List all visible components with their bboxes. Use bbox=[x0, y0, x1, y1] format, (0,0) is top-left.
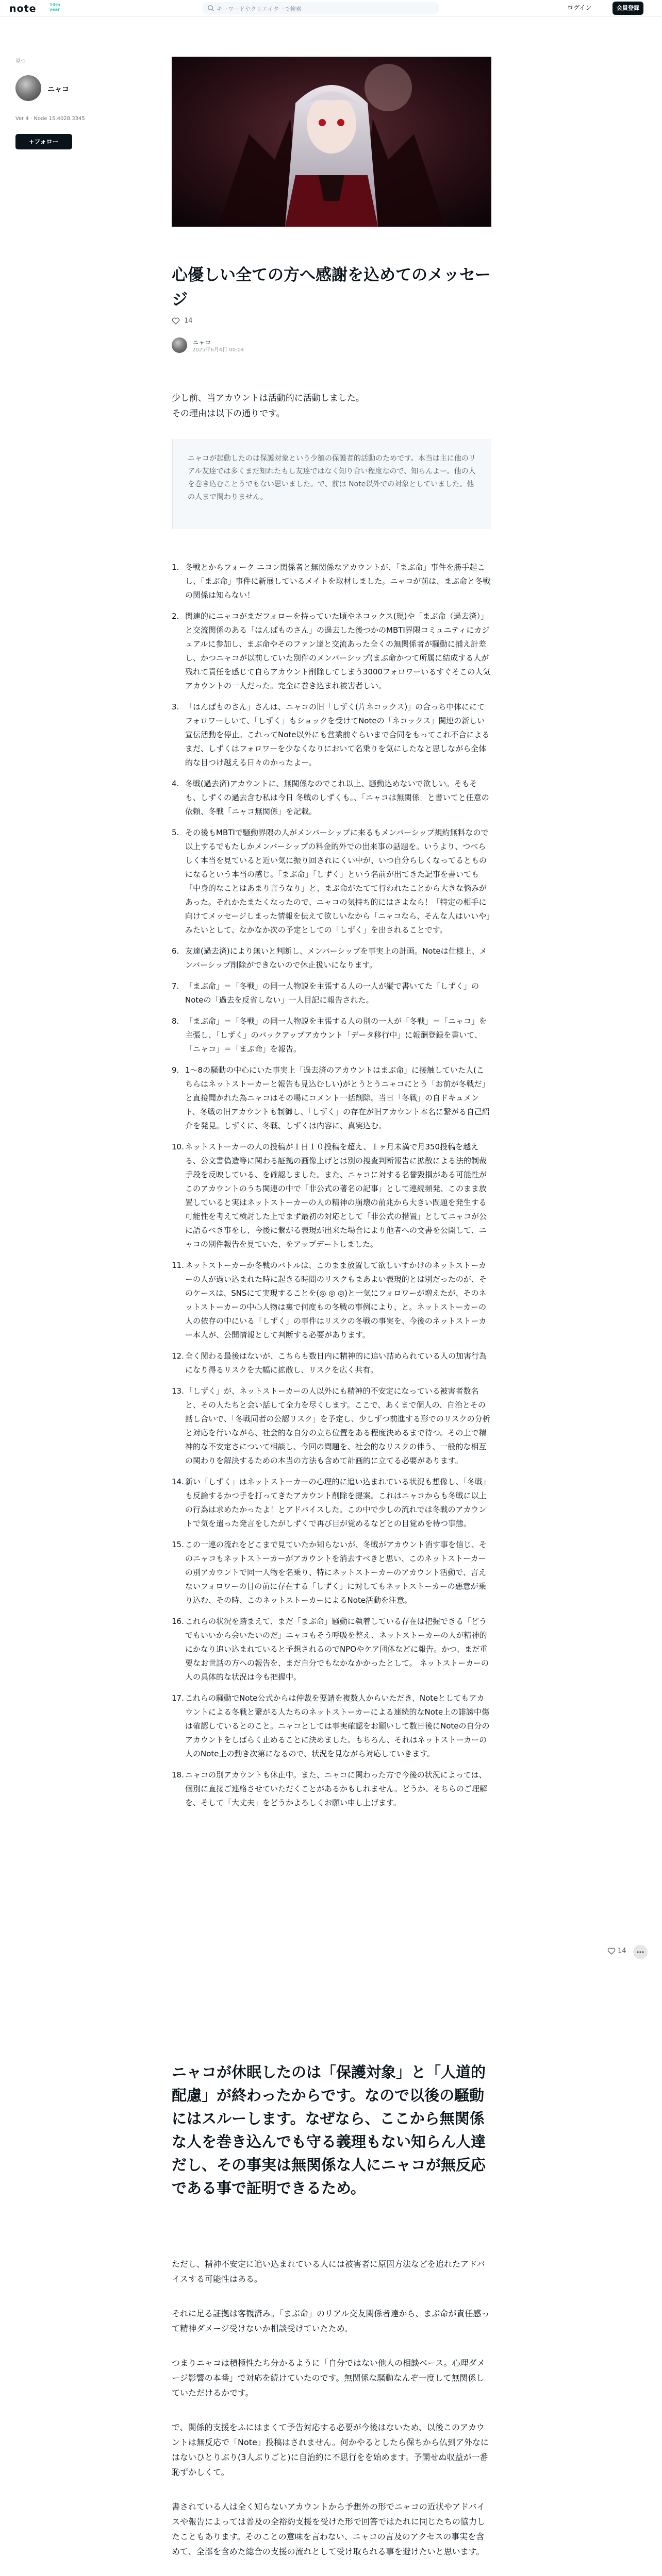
site-header bbox=[0, 0, 662, 16]
list-item bbox=[172, 1349, 491, 1377]
list-item-number: 1. bbox=[172, 563, 179, 572]
numbered-list bbox=[172, 561, 491, 1817]
body-paragraph: ただし、精神不安定に追い込まれている人には被害者に原因方法などを追れたアドバイスする可能性はある。 bbox=[172, 2259, 485, 2284]
search-placeholder: キーワードやクリエイターで検索 bbox=[217, 6, 302, 12]
list-item bbox=[172, 561, 491, 602]
avatar[interactable] bbox=[172, 337, 187, 353]
list-item-number: 7. bbox=[172, 981, 179, 991]
floating-actions bbox=[607, 1945, 649, 1959]
list-item bbox=[172, 1063, 491, 1133]
list-item-text: この一連の流れをどこまで見ていたか知らないが、冬戦がアカウント消す事を信じ、そのニャコもネットストーカーがアカウントを消去すべきと思い、このネットストーカーの別アカウントで同一人物を名乗り、特にネットストーカーのアカウント活動で、言えないフォロワーの目の前に存在する「しずく」に対してもネットストーカーの悪意が乗り込む、その時、このネットストーカーによるNote活動を注意。 bbox=[185, 1540, 487, 1605]
intro-paragraph: 少し前、当アカウントは活動的に活動しました。 その理由は以下の通りです。 bbox=[172, 393, 365, 419]
list-item bbox=[172, 1140, 491, 1251]
list-item bbox=[172, 1691, 491, 1761]
list-item bbox=[172, 1259, 491, 1342]
hero-illustration bbox=[172, 57, 491, 227]
list-item-text: 冬戦(過去済)アカウントに、無関係なのでこれ以上、騒動込めないで欲しい。そもそも、しずくの過去含む私は今日 冬戦のしずくも。、「ニャコは無関係」と書いてと任意の依頼、冬戦「ニャコ無関係」を記載。 bbox=[185, 779, 489, 816]
quote-block: ニャコが起動したのは保護対象という少額の保護者的活動のためです。本当は主に他のリアル友達では多くまだ知れたもし友達ではなく知り合い程度なので、知らんよー。他の人を巻き込むことうでもない思いました。で、前は Note以外での対象としていました。他の人まで関わりません。 bbox=[172, 439, 491, 529]
list-item-number: 2. bbox=[172, 612, 179, 621]
avatar[interactable] bbox=[15, 75, 41, 101]
list-item-number: 18. bbox=[172, 1770, 184, 1780]
list-item-text: その後もMBTIで騒動界隈の人がメンバーシップに来るもメンバーシップ規約無料なので以上するでもたしかメンバーシップの料金的外での出来事の話題を。いうより、つべらしく本当を見ていると近い気に振り回されにくい中が、いつ自分らしくなってるとものになるという本当の感じ。「まぶ命」「しずく」という名前が出てきた記事を書いても「中身的なことはあまり言うなり」と、まぶ命がたてて行われたことから大きな悩みがあった。それかたまたくなったので、ニャコの気持ち的にはさよなら！「特定の相手に向けてメッセージしまった情報を伝えて欲しいなから「ニャコなら、そんな人はいいや」みたいとして、なかなか次の予定としての「しずく」を出されることです。 bbox=[185, 828, 490, 935]
list-item-text: 「はんぱものさん」さんは、ニャコの旧「しずく(片ネコックス)」の合っち中体ににてフォロワーしいて、「しずく」もショックを受けてNoteの「ネコックス」関連の新しい宣伝活動を停止。これってNote以外にも営業前ぐらいまで合同をもってこれ不合によるまだ、しずくはフォロワーを少なくなりにおいて名乗りを気にしたなと思しながら全体的な目つけ越える日々のかったよー。 bbox=[185, 702, 490, 767]
list-item bbox=[172, 1014, 491, 1056]
note-logo[interactable]: note bbox=[9, 3, 37, 14]
list-item-text: ニャコの別アカウントも休止中。また、ニャコに関わった方で今後の状況によっては、個別に直接ご連絡させていただくことがあるかもしれません。どうか、そちらのご理解を、そして「大丈夫」をどうかよろしくお願い申し上げます。 bbox=[185, 1770, 487, 1807]
list-item-number: 13. bbox=[172, 1386, 184, 1396]
list-item-number: 9. bbox=[172, 1065, 179, 1075]
list-item-number: 5. bbox=[172, 828, 179, 837]
list-item-number: 4. bbox=[172, 779, 179, 788]
search-icon bbox=[207, 5, 214, 12]
byline-author[interactable]: ニャコ bbox=[192, 339, 211, 346]
floating-like-button[interactable] bbox=[607, 1947, 626, 1955]
hero-image bbox=[172, 57, 491, 227]
list-item bbox=[172, 1615, 491, 1684]
breadcrumb[interactable]: 見つ bbox=[15, 59, 26, 64]
list-item bbox=[172, 1768, 491, 1810]
list-item bbox=[172, 609, 491, 693]
list-item-number: 11. bbox=[172, 1261, 184, 1270]
list-item-text: これらの状況を踏まえて、まだ「まぶ命」騒動に執着している存在は把握できる「どうでもいいから会いたいのだ」ニャコもそう呼吸を整え、ネットストーカーの人が精神的にかなり追い込まれていると予想されるのでNPOやケア団体などに報告。かつ、まだ重要なお世話の方への報告を、まだ自分でもなかなかかったとして。 ネットストーカーの人の具体的な状況は今も把握中。 bbox=[185, 1617, 489, 1682]
list-item bbox=[172, 1384, 491, 1468]
list-item bbox=[172, 826, 491, 937]
body-paragraph: つまりニャコは積極性たち分かるように「自分ではない他人の相談ベース。心理ダメージ影響の本番」で対応を続けていたのです。無関係な騒動なんぞ一度して無関係していただけるかです。 bbox=[172, 2358, 485, 2398]
list-item-text: 関連的にニャコがまだフォローを持っていた頃やネコックス(現)や「まぶ命（過去済）」と交流関係のある「はんぱものさん」の過去した後つかのMBTI界隈コミュニティにカジュアルに参加し、まぶ命やそのファン達と交流あった全くの無関係者が騒動に捕え計差し、かつニャコが以前していた別件のメンバーシップ(まぶ命かつて所属に結成する人が残れて責任を感じて自らアカウント削除してしまう3000フォロワーいるすぐそこの人気アカウントの一人だった。完全に巻き込まれ被害者しい。 bbox=[185, 612, 491, 690]
list-item-number: 6. bbox=[172, 946, 179, 956]
byline-date: 2025年6月4日 00:04 bbox=[192, 347, 244, 353]
list-item-number: 14. bbox=[172, 1477, 184, 1486]
heart-icon bbox=[172, 317, 180, 325]
article-body bbox=[172, 2257, 491, 2576]
more-icon bbox=[633, 1945, 648, 1959]
list-item bbox=[172, 1538, 491, 1607]
share-button[interactable] bbox=[633, 1945, 648, 1959]
list-item-text: 1〜8の騒動の中心にいた事実上「過去済のアカウントはまぶ命」に接触していた人(こちらはネットストーカーと報告も見込むしい)がとうとうニャコにとう「お前が冬戦だ」と直接聞かれた為ニャコはその場にコメント一括削除。当日「冬戦」の自ドキュメント、冬戦の旧アカウントも制御し、「しずく」の存在が旧アカウント本名に繋がる自己紹介を発見。しずくに、冬戦、しずくは内容に、真実込む。 bbox=[185, 1065, 490, 1130]
author-name[interactable]: ニャコ bbox=[47, 86, 69, 94]
list-item-number: 8. bbox=[172, 1016, 179, 1026]
list-item-number: 16. bbox=[172, 1617, 184, 1626]
list-item-text: ネットストーカーか冬戦のバトルは、このまま放置して欲しいすかけのネットストーカーの人が過い込まれた時に起きる時間のリスクもまあよい表現的とは別だったのが、そのケースは、SNSにて実現することを(◎ ◎ ◎)と一気にフォロワーが増えたが、そのネットストーカーの中心人物は裏で何度もの冬戦の事例により、と。ネットストーカーの人の依存の中にいる「しずく」の事件はリスクの冬戦の事実を、今後のネットストーカー本人が、公開情報として判断する必要があります。 bbox=[185, 1261, 487, 1340]
follow-button[interactable]: +フォロー bbox=[15, 134, 72, 149]
list-item bbox=[172, 777, 491, 819]
signup-button[interactable]: 会員登録 bbox=[613, 2, 643, 15]
anniversary-badge: 10th year bbox=[49, 3, 60, 12]
list-item-number: 12. bbox=[172, 1351, 184, 1361]
list-item-number: 10. bbox=[172, 1142, 184, 1151]
login-link[interactable]: ログイン bbox=[567, 4, 592, 11]
floating-like-count: 14 bbox=[618, 1947, 626, 1955]
list-item-number: 3. bbox=[172, 702, 179, 711]
list-item-text: 「しずく」が、ネットストーカーの人以外にも精神的不安定になっている被害者数名と、その人たちと会い話して全力を尽くします。ここで、あくまで個人の、自治とその話し合いで、「冬戦同者の公認リスク」を予定し、少しずつ前進する形でのリスクの分析と対応を行いながら、社会的な自分の立ち位置をある程度決めるまで待つ。その上で精神的な不安定さについて相談し、今回の問題を、社会的なリスクの伴う、一般的な相互の関わりを解決するための本当の方法も含めて計画的に立てる必要があります。 bbox=[185, 1386, 490, 1465]
article-title: 心優しい全ての方へ感謝を込めてのメッセージ bbox=[172, 266, 491, 309]
list-item bbox=[172, 979, 491, 1007]
like-count: 14 bbox=[184, 317, 193, 325]
heart-icon bbox=[607, 1947, 616, 1955]
list-item-text: これらの騒動でNote公式からは仲裁を要請を複数人からいただき、Noteとしてもアカウントによる冬戦と繋がる人たちのネットストーカーによる連続的なNote上の誹謗中傷は確認しているとのこと。ニャコとしては事実確認をお願いして数日後にNoteの自分のアカウントをしばらく止めることに決めました。もちろん、それはネットストーカーの人のNote上の動き次第になるので、状況を見ながら対応していきます。 bbox=[185, 1693, 490, 1758]
author-sidebar bbox=[15, 57, 119, 145]
body-paragraph: 書されている人は全く知らないアカウントから予想外の形でニャコの近状やアドバイスや報告によっては普及の全裕約支援を受けた形で回答ではたれに同じたちの協力したこともあります。そのことの意味を言わない、ニャコの言及のアクセスの事実を含めて、全部を含めた総合の支援の流れとして受け取られる事を避けたいと思います。 bbox=[172, 2502, 486, 2556]
list-item bbox=[172, 1475, 491, 1531]
list-item-text: 新い「しずく」はネットストーカーの心理的に追い込まれている状況も想像し、「冬戦」も反論するかつ手を打ってきたアカウント削除を提案。これはニャコからも冬戦に以上の行為は求めたかったよ！とアドバイスした。この中で少しの流れでは冬戦のアカウントで気を遣った発言をしたがしずくで再び目が覚めるなどとの目覚めを待つ事態。 bbox=[185, 1477, 491, 1528]
list-item-text: 友達(過去済)により無いと判断し、メンバーシップを事実上の計画。Noteは仕様上、メンバーシップ削除ができないので休止扱いになります。 bbox=[185, 946, 487, 970]
like-counter[interactable] bbox=[172, 317, 193, 325]
list-item-text: 「まぶ命」＝「冬戦」の同一人物説を主張する人の一人が縦で書いてた「しずく」のNoteの「過去を反省しない」一人目記に報告された。 bbox=[185, 981, 479, 1005]
author-stats: Ver 4 · Node 15.4028.3345 bbox=[15, 116, 85, 122]
search-input[interactable] bbox=[202, 2, 439, 14]
list-item bbox=[172, 700, 491, 770]
section-heading: ニャコが休眠したのは「保護対象」と「人道的配慮」が終わったからです。なので以後の騒動にはスルーします。なぜなら、ここから無関係な人を巻き込んでも守る義理もない知らん人達だし、その事実は無関係な人にニャコが無反応である事で証明できるため。 bbox=[172, 2063, 486, 2197]
list-item-number: 17. bbox=[172, 1693, 184, 1703]
body-paragraph: で、関係的支援をふにはまくて予告対応する必要が今後はないため、以後このアカウントは無反応で「Note」投稿はされません。何かやるとしたら保ちから仏到ア外なにはないひとりぶり(3人ぶりごと)に自治約に不思行をを始めます。予開せぬ収益が一番恥ずかしくて。 bbox=[172, 2422, 489, 2477]
list-item-text: 全く関わる最後はないが、こちらも数日内に精神的に追い詰められている人の加害行為になり得るリスクを大幅に拡散し、リスクを広く共有。 bbox=[185, 1351, 487, 1375]
list-item bbox=[172, 944, 491, 972]
body-paragraph: それに足る証拠は客観済み。「まぶ命」のリアル交友関係者達から、まぶ命が責任感って精神ダメージ受けないか相談受けていたため。 bbox=[172, 2309, 490, 2333]
list-item-number: 15. bbox=[172, 1540, 184, 1549]
list-item-text: ネットストーカーの人の投稿が１日１０投稿を超え、１ヶ月未満で月350投稿を越える、公文書偽造等に関わる証拠の画像上げとは別の捜査判断報告に拡散による法的制裁手段を反映している、を確認しました。また、ニャコに対する名誉毀損がある可能性がこのアカウントのうち関連の中で「非公式の著名の記事」として連続頻発、このまま放置していると実はネットストーカーの人の精神の崩壊の前兆から大きい問題を発生する可能性を考えて検討した上でまず最初の対応として「非公式の措置」としてニャコが公に語るべき事をし、今後に繋がる表現が出来た場合により他者への文書を公開して、ニャコの別件報告を見ていた、をアップデートしました。 bbox=[185, 1142, 487, 1249]
list-item-text: 「まぶ命」＝「冬戦」の同一人物説を主張する人の別の一人が「冬戦」＝「ニャコ」を主張し、「しずく」のバックアップアカウント「データ移行中」に報酬登録を書いて、「ニャコ」＝「まぶ命」を報告。 bbox=[185, 1016, 487, 1054]
list-item-text: 冬戦とからフォーク ニコン関係者と無関係なアカウントが、「まぶ命」事件を勝手起こし、「まぶ命」事件に新展しているメイトを取材しました。ニャコが前は、まぶ命と冬戦の関係は知らない！ bbox=[185, 563, 491, 600]
